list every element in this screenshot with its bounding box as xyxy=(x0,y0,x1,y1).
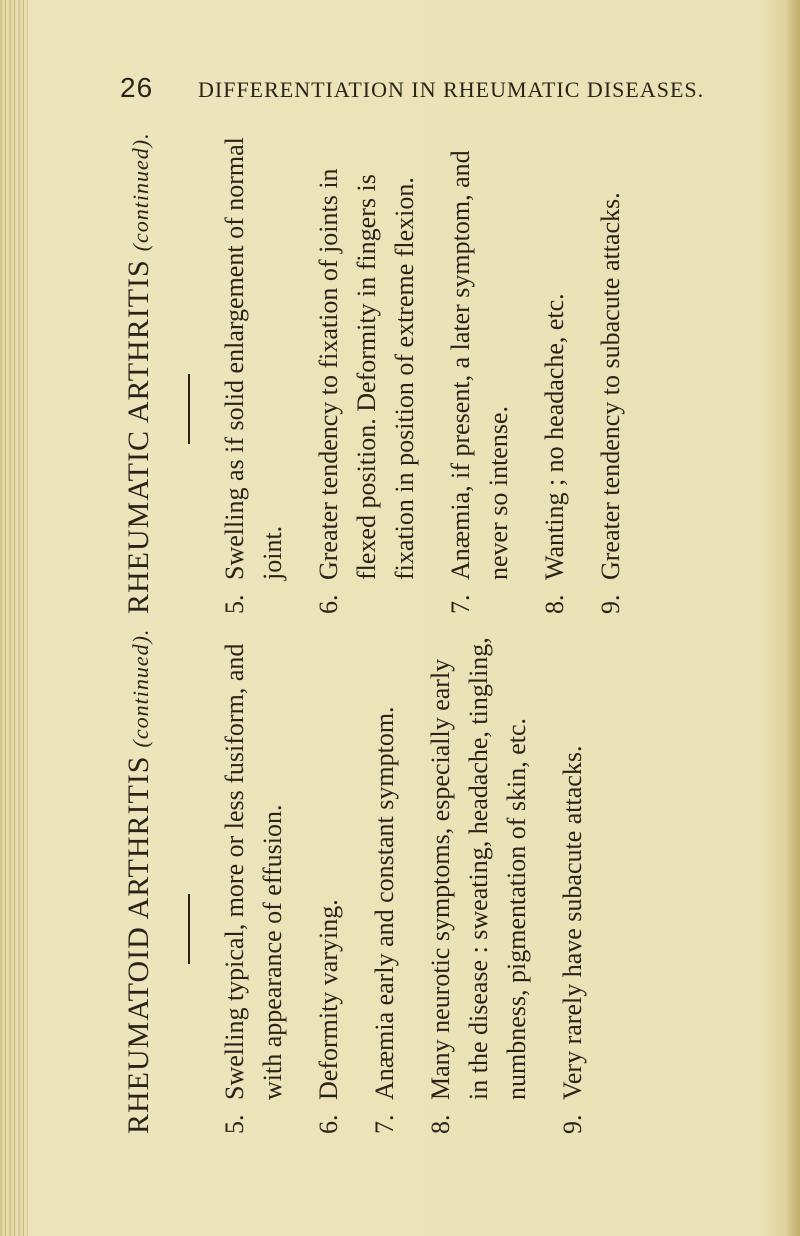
column-heading-text: RHEUMATOID ARTHRITIS xyxy=(122,755,155,1134)
column-heading-note: (continued). xyxy=(128,132,153,252)
column-heading xyxy=(116,114,162,614)
list-item xyxy=(310,634,348,1134)
divider xyxy=(188,374,190,444)
item-text: Swelling typical, more or less fusiform, and with appearance of effusion. xyxy=(220,643,287,1100)
list-item xyxy=(422,634,536,1134)
item-number: 9. xyxy=(596,594,625,614)
page-edge xyxy=(786,0,800,1236)
item-text: Swelling as if solid enlargement of normal joint. xyxy=(220,137,287,580)
list-item xyxy=(536,114,574,614)
item-number: 6. xyxy=(314,1114,343,1134)
item-number: 7. xyxy=(370,1114,399,1134)
rheumatoid-column xyxy=(116,628,756,1134)
list-item xyxy=(442,114,518,614)
running-head xyxy=(120,72,720,112)
item-text: Anæmia, if present, a later symptom, and never so intense. xyxy=(446,150,513,580)
divider xyxy=(188,894,190,964)
list-item xyxy=(216,114,292,614)
item-text: Greater tendency to subacute attacks. xyxy=(596,192,625,580)
item-text: Deformity varying. xyxy=(314,899,343,1100)
item-text: Many neurotic symptoms, especially early in the disease : sweating, headache, tingling, numbness, pigmentation of skin, etc. xyxy=(426,637,531,1100)
item-number: 5. xyxy=(220,594,249,614)
binding-edge xyxy=(0,0,28,1236)
item-text: Wanting ; no headache, etc. xyxy=(540,293,569,580)
list-item xyxy=(310,114,424,614)
item-number: 8. xyxy=(540,594,569,614)
list-item xyxy=(554,634,592,1134)
page-title: DIFFERENTIATION IN RHEUMATIC DISEASES. xyxy=(198,77,705,102)
comparison-table xyxy=(116,114,756,1134)
item-text: Greater tendency to fixation of joints in flexed position. Deformity in fingers is fixation in position of extreme flexion. xyxy=(314,168,419,580)
column-heading-note: (continued). xyxy=(128,628,153,748)
item-text: Very rarely have subacute attacks. xyxy=(558,745,587,1100)
list-item xyxy=(366,634,404,1134)
item-number: 8. xyxy=(426,1114,455,1134)
list-item xyxy=(216,634,292,1134)
item-number: 7. xyxy=(446,594,475,614)
item-number: 6. xyxy=(314,594,343,614)
page-number: 26 xyxy=(120,72,154,103)
column-heading xyxy=(116,628,162,1134)
list-item xyxy=(592,114,630,614)
item-number: 5. xyxy=(220,1114,249,1134)
item-text: Anæmia early and constant symptom. xyxy=(370,706,399,1100)
column-heading-text: RHEUMATIC ARTHRITIS xyxy=(122,259,155,614)
rheumatic-column xyxy=(116,114,756,614)
item-number: 9. xyxy=(558,1114,587,1134)
